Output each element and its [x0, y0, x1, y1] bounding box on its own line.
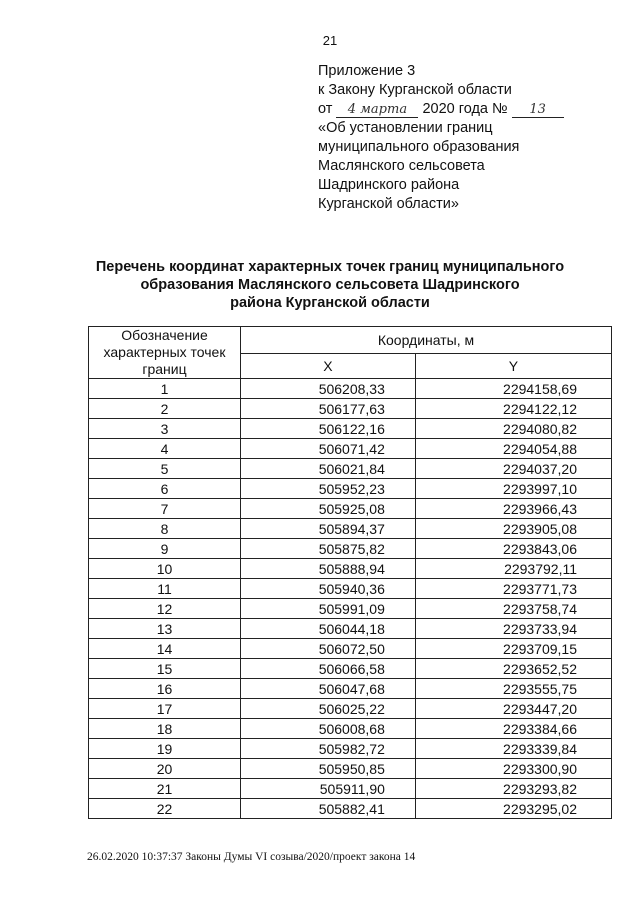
appendix-date-line	[318, 100, 618, 119]
table-row	[89, 599, 612, 619]
appendix-line: «Об установлении границ	[318, 120, 493, 136]
appendix-date-prefix: от	[318, 101, 333, 117]
point-number: 15	[89, 659, 241, 679]
point-number: 20	[89, 759, 241, 779]
point-label-header-line: характерных точек	[103, 344, 226, 360]
table-row	[89, 739, 612, 759]
y-coordinate: 2293447,20	[415, 699, 611, 719]
point-number: 17	[89, 699, 241, 719]
table-row	[89, 779, 612, 799]
y-coordinate: 2293733,94	[415, 619, 611, 639]
table-row	[89, 559, 612, 579]
point-number: 14	[89, 639, 241, 659]
handwritten-number: 13	[512, 102, 564, 118]
y-coordinate: 2294054,88	[415, 439, 611, 459]
y-coordinate: 2293758,74	[415, 599, 611, 619]
y-coordinate: 2293966,43	[415, 499, 611, 519]
y-coordinate: 2293555,75	[415, 679, 611, 699]
point-label-header-line: границ	[142, 361, 187, 377]
table-row	[89, 519, 612, 539]
y-coordinate: 2294158,69	[415, 379, 611, 399]
y-coordinate: 2293652,52	[415, 659, 611, 679]
y-coordinate: 2293300,90	[415, 759, 611, 779]
point-number: 21	[89, 779, 241, 799]
point-number: 9	[89, 539, 241, 559]
y-coordinate: 2293792,11	[415, 559, 611, 579]
point-number: 7	[89, 499, 241, 519]
table-row	[89, 799, 612, 819]
handwritten-date: 4 марта	[336, 102, 418, 118]
document-title-line: образования Маслянского сельсовета Шадринского	[140, 277, 520, 293]
y-coordinate: 2293905,08	[415, 519, 611, 539]
point-number: 10	[89, 559, 241, 579]
appendix-line: Приложение 3	[318, 63, 416, 79]
x-coordinate: 505875,82	[241, 539, 416, 559]
x-coordinate: 506021,84	[241, 459, 416, 479]
table-row	[89, 659, 612, 679]
y-coordinate: 2293709,15	[415, 639, 611, 659]
table-row	[89, 719, 612, 739]
table-body	[89, 379, 612, 819]
coordinates-table	[88, 326, 612, 819]
appendix-line: муниципального образования	[318, 139, 520, 155]
appendix-date-middle: 2020 года №	[422, 101, 508, 117]
y-coordinate: 2294080,82	[415, 419, 611, 439]
x-coordinate: 506047,68	[241, 679, 416, 699]
table-row	[89, 679, 612, 699]
y-header: Y	[415, 354, 611, 379]
table-row	[89, 419, 612, 439]
y-coordinate: 2293293,82	[415, 779, 611, 799]
point-number: 13	[89, 619, 241, 639]
appendix-line: Шадринского района	[318, 177, 460, 193]
x-coordinate: 505982,72	[241, 739, 416, 759]
point-number: 22	[89, 799, 241, 819]
page-number: 21	[322, 33, 338, 48]
x-coordinate: 505894,37	[241, 519, 416, 539]
document-title-line: Перечень координат характерных точек границ муниципального	[95, 259, 565, 275]
y-coordinate: 2293771,73	[415, 579, 611, 599]
point-number: 16	[89, 679, 241, 699]
x-coordinate: 505888,94	[241, 559, 416, 579]
table-row	[89, 619, 612, 639]
table-row	[89, 639, 612, 659]
x-coordinate: 506066,58	[241, 659, 416, 679]
table-row	[89, 539, 612, 559]
table-row	[89, 479, 612, 499]
x-coordinate: 506044,18	[241, 619, 416, 639]
x-coordinate: 506072,50	[241, 639, 416, 659]
x-coordinate: 505925,08	[241, 499, 416, 519]
table-row	[89, 699, 612, 719]
y-coordinate: 2293384,66	[415, 719, 611, 739]
x-coordinate: 505911,90	[241, 779, 416, 799]
x-header: X	[241, 354, 416, 379]
table-row	[89, 579, 612, 599]
y-coordinate: 2294037,20	[415, 459, 611, 479]
appendix-block	[318, 62, 618, 214]
point-number: 19	[89, 739, 241, 759]
x-coordinate: 506177,63	[241, 399, 416, 419]
point-number: 4	[89, 439, 241, 459]
point-number: 5	[89, 459, 241, 479]
appendix-line: Курганской области»	[318, 196, 459, 212]
point-number: 8	[89, 519, 241, 539]
point-number: 6	[89, 479, 241, 499]
point-label-header	[89, 327, 241, 379]
y-coordinate: 2293843,06	[415, 539, 611, 559]
x-coordinate: 506071,42	[241, 439, 416, 459]
x-coordinate: 506008,68	[241, 719, 416, 739]
table-row	[89, 499, 612, 519]
y-coordinate: 2293997,10	[415, 479, 611, 499]
x-coordinate: 505940,36	[241, 579, 416, 599]
coordinates-header: Координаты, м	[241, 327, 612, 354]
appendix-line: к Закону Курганской области	[318, 82, 512, 98]
x-coordinate: 506025,22	[241, 699, 416, 719]
y-coordinate: 2293339,84	[415, 739, 611, 759]
y-coordinate: 2294122,12	[415, 399, 611, 419]
x-coordinate: 506208,33	[241, 379, 416, 399]
x-coordinate: 505882,41	[241, 799, 416, 819]
point-number: 11	[89, 579, 241, 599]
table-row	[89, 759, 612, 779]
table-row	[89, 399, 612, 419]
y-coordinate: 2293295,02	[415, 799, 611, 819]
point-number: 1	[89, 379, 241, 399]
document-title-line: района Курганской области	[230, 295, 430, 311]
x-coordinate: 506122,16	[241, 419, 416, 439]
table-row	[89, 379, 612, 399]
point-number: 18	[89, 719, 241, 739]
x-coordinate: 505952,23	[241, 479, 416, 499]
table-row	[89, 459, 612, 479]
document-title	[60, 258, 600, 312]
table-row	[89, 439, 612, 459]
footer-text: 26.02.2020 10:37:37 Законы Думы VI созыва/2020/проект закона 14	[87, 851, 416, 863]
point-number: 12	[89, 599, 241, 619]
x-coordinate: 505991,09	[241, 599, 416, 619]
point-label-header-line: Обозначение	[121, 327, 208, 343]
point-number: 3	[89, 419, 241, 439]
appendix-line: Маслянского сельсовета	[318, 158, 485, 174]
x-coordinate: 505950,85	[241, 759, 416, 779]
point-number: 2	[89, 399, 241, 419]
